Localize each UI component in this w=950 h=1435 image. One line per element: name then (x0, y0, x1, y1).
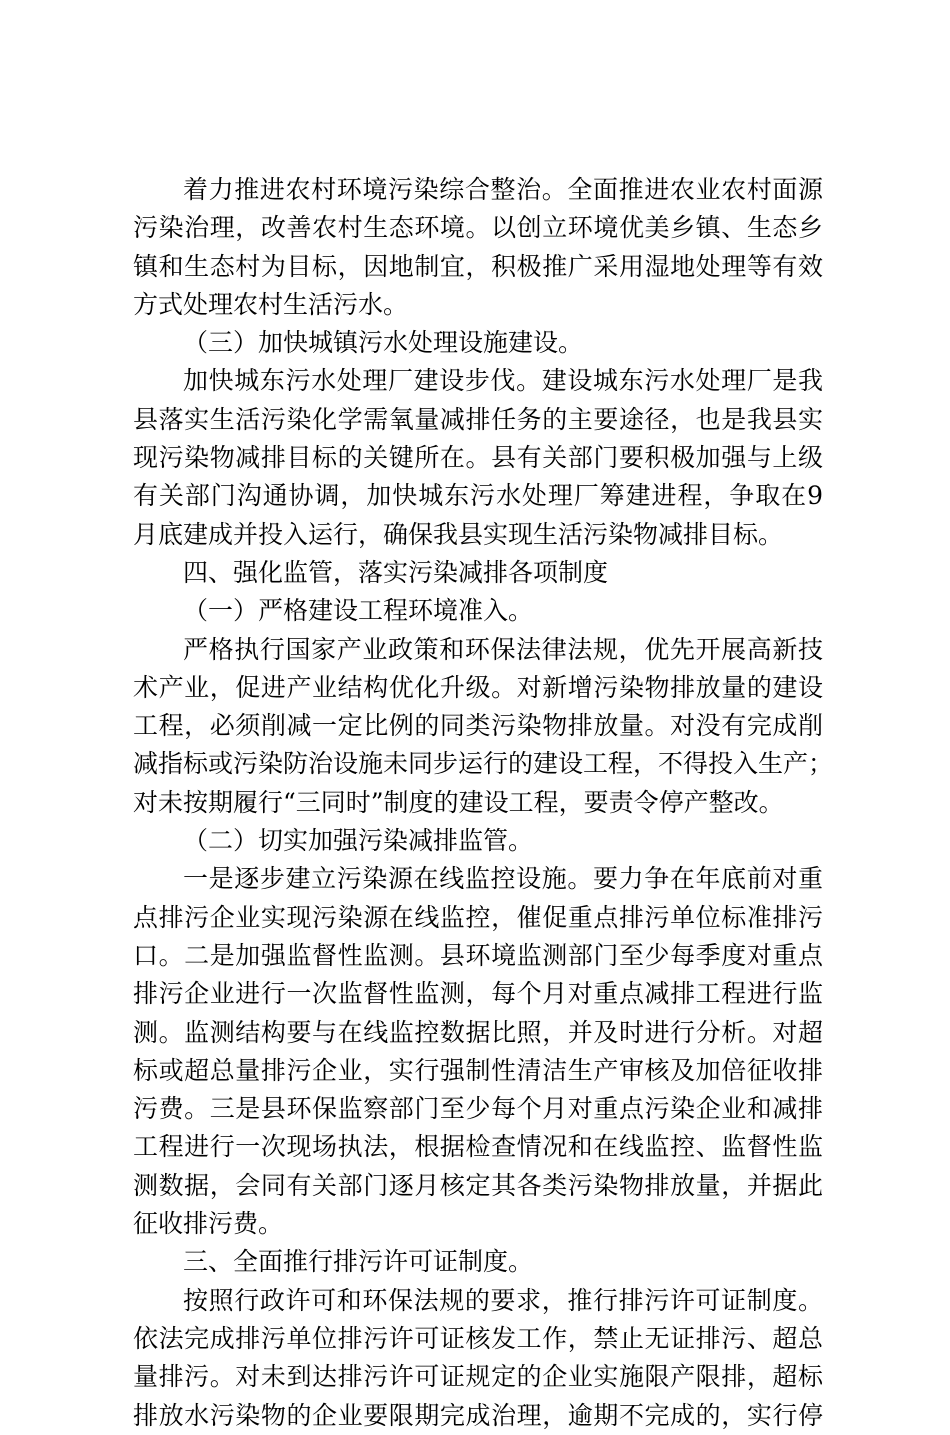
section-heading: （二）切实加强污染减排监管。 (183, 826, 534, 856)
paragraph-line: 排污企业进行一次监督性监测，每个月对重点减排工程进行监 (133, 979, 823, 1009)
paragraph-line: 方式处理农村生活污水。 (133, 289, 409, 319)
paragraph-line: 术产业，促进产业结构优化升级。对新增污染物排放量的建设 (133, 672, 823, 702)
paragraph-line: 排放水污染物的企业要限期完成治理，逾期不完成的，实行停 (133, 1400, 823, 1430)
paragraph-line: 污费。三是县环保监察部门至少每个月对重点污染企业和减排 (133, 1094, 823, 1124)
paragraph-line: 工程，必须削减一定比例的同类污染物排放量。对没有完成削 (133, 711, 823, 741)
section-heading: 三、全面推行排污许可证制度。 (183, 1247, 534, 1277)
section-heading: （三）加快城镇污水处理设施建设。 (183, 328, 584, 358)
paragraph-line: 现污染物减排目标的关键所在。县有关部门要积极加强与上级 (133, 443, 823, 473)
paragraph-line: 测数据，会同有关部门逐月核定其各类污染物排放量，并据此 (133, 1170, 823, 1200)
paragraph-line: 县落实生活污染化学需氧量减排任务的主要途径，也是我县实 (133, 404, 823, 434)
paragraph-line: 征收排污费。 (133, 1209, 284, 1239)
paragraph-line: 加快城东污水处理厂建设步伐。建设城东污水处理厂是我 (183, 366, 823, 396)
paragraph-line: 量排污。对未到达排污许可证规定的企业实施限产限排，超标 (133, 1362, 823, 1392)
paragraph-line: 按照行政许可和环保法规的要求，推行排污许可证制度。 (183, 1285, 823, 1315)
paragraph-line: 对未按期履行“三同时”制度的建设工程，要责令停产整改。 (133, 787, 784, 817)
paragraph-line: 标或超总量排污企业，实行强制性清洁生产审核及加倍征收排 (133, 1055, 823, 1085)
paragraph-line: 点排污企业实现污染源在线监控，催促重点排污单位标准排污 (133, 902, 823, 932)
paragraph-line: 依法完成排污单位排污许可证核发工作，禁止无证排污、超总 (133, 1323, 823, 1353)
paragraph-line: 工程进行一次现场执法，根据检查情况和在线监控、监督性监 (133, 1132, 823, 1162)
paragraph-line: 一是逐步建立污染源在线监控设施。要力争在年底前对重 (183, 864, 823, 894)
paragraph-line: 严格执行国家产业政策和环保法律法规，优先开展高新技 (183, 634, 823, 664)
paragraph-line: 着力推进农村环境污染综合整治。全面推进农业农村面源 (183, 175, 823, 204)
section-heading: （一）严格建设工程环境准入。 (183, 596, 534, 626)
paragraph-line: 污染治理，改善农村生态环境。以创立环境优美乡镇、生态乡 (133, 213, 823, 243)
paragraph-line: 口。二是加强监督性监测。县环境监测部门至少每季度对重点 (133, 940, 823, 970)
paragraph-line: 月底建成并投入运行，确保我县实现生活污染物减排目标。 (133, 519, 784, 549)
paragraph-line: 测。监测结构要与在线监控数据比照，并及时进行分析。对超 (133, 1017, 823, 1047)
paragraph-line: 有关部门沟通协调，加快城东污水处理厂筹建进程，争取在9 (133, 481, 823, 511)
paragraph-line: 减指标或污染防治设施未同步运行的建设工程，不得投入生产； (133, 749, 834, 779)
paragraph-line: 镇和生态村为目标，因地制宜，积极推广采用湿地处理等有效 (133, 251, 823, 281)
section-heading: 四、强化监管，落实污染减排各项制度 (183, 557, 609, 587)
document-body (133, 171, 834, 1435)
